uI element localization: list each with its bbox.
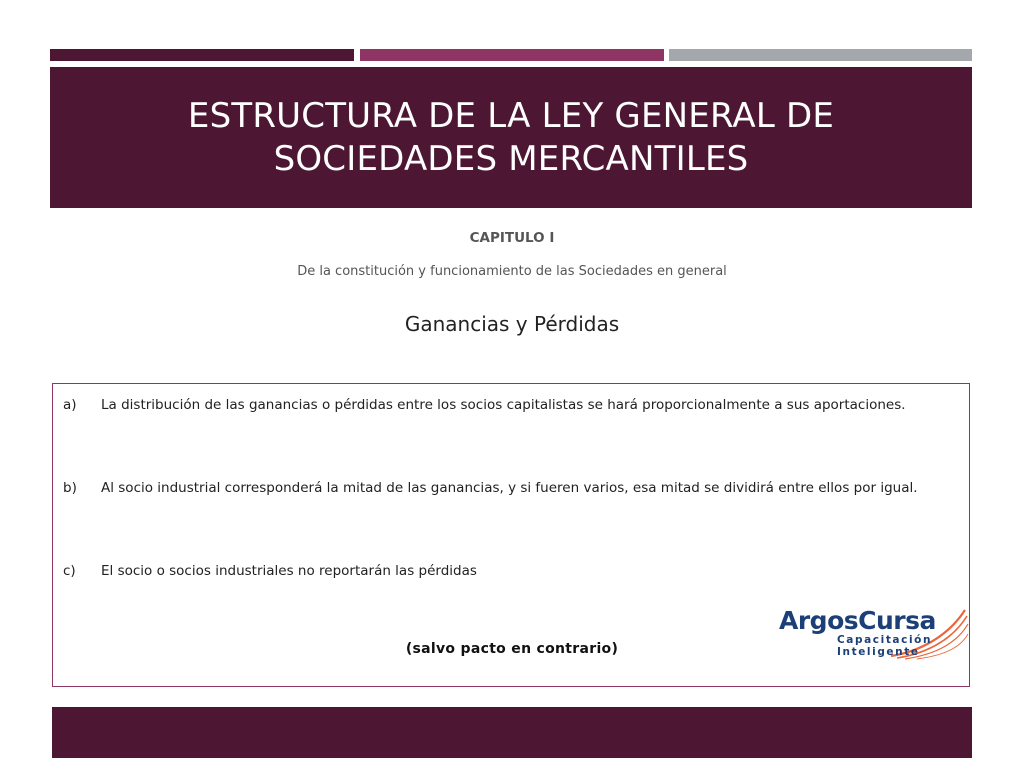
content-box [52,383,970,687]
logo-tagline-2: Inteligente [837,646,920,658]
list-item-text: El socio o socios industriales no reportarán las pérdidas [101,563,477,579]
slide-title: ESTRUCTURA DE LA LEY GENERAL DE SOCIEDADES MERCANTILES [187,95,835,179]
list-item [63,474,961,502]
list-marker: b) [63,480,77,496]
top-accent-bar-gray [669,49,972,61]
note-text: (salvo pacto en contrario) [405,641,619,657]
chapter-heading: CAPITULO I [469,230,555,246]
top-accent-bar-magenta [360,49,664,61]
logo-name: ArgosCursa [779,606,936,635]
list-item-text: Al socio industrial corresponderá la mitad de las ganancias, y si fueren varios, esa mitad se dividirá entre ellos por igual. [101,480,918,496]
list-marker: c) [63,563,76,579]
section-heading: Ganancias y Pérdidas [404,312,620,336]
list-item [63,391,961,419]
chapter-subtitle: De la constitución y funcionamiento de las Sociedades en general [297,264,727,279]
list-item [63,557,961,585]
top-accent-bar-dark [50,49,354,61]
title-banner [50,67,972,208]
list-item-text: La distribución de las ganancias o pérdidas entre los socios capitalistas se hará proporcionalmente a sus aportaciones. [101,397,906,413]
logo-tagline-1: Capacitación [837,634,933,646]
list-marker: a) [63,397,77,413]
footer-bar [52,707,972,758]
